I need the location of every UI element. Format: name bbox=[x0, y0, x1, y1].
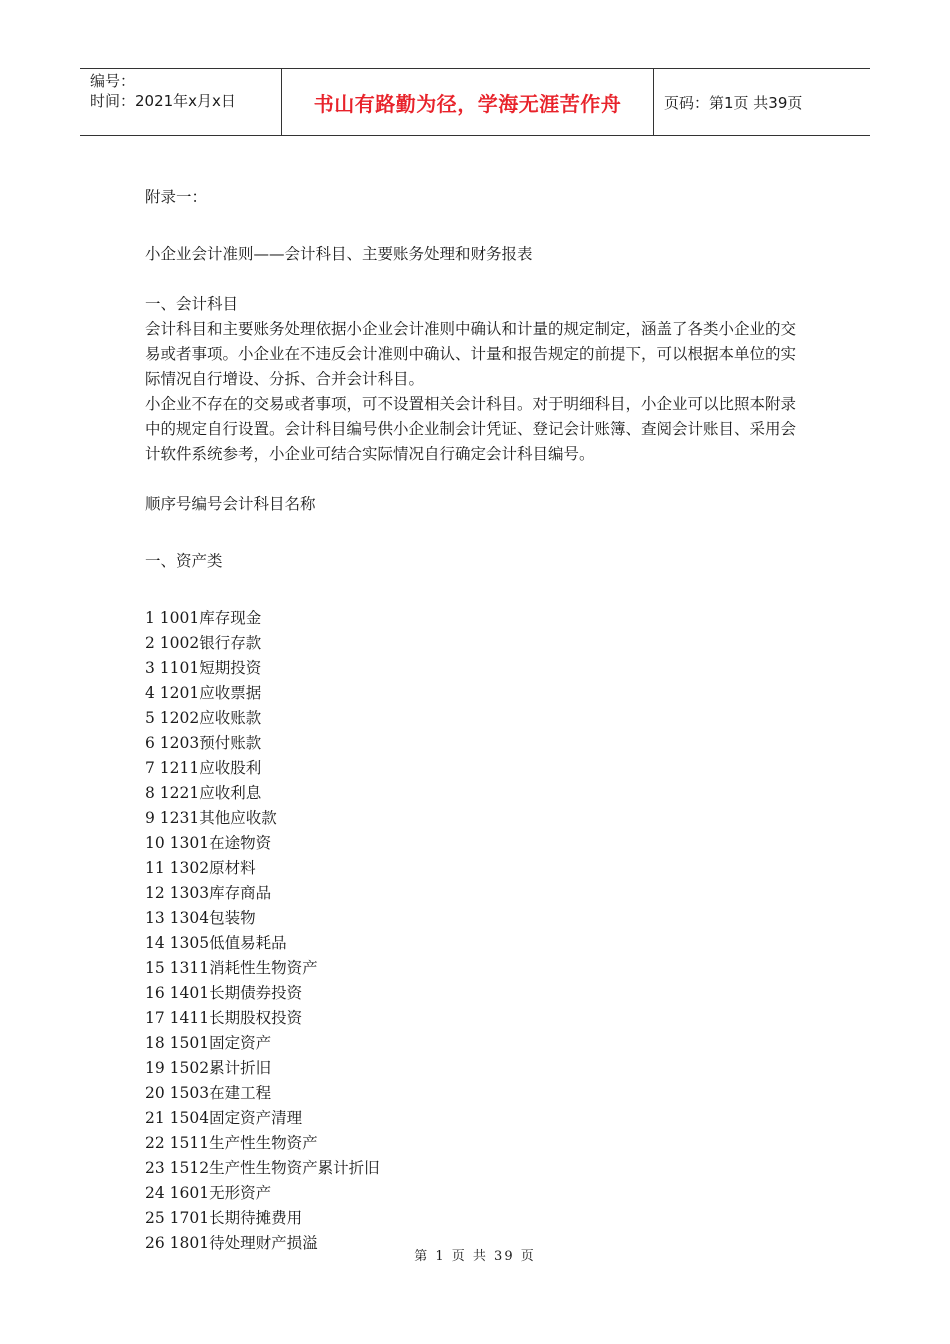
account-item: 6 1203预付账款 bbox=[145, 734, 262, 752]
account-item: 16 1401长期债券投资 bbox=[145, 984, 303, 1002]
page-header bbox=[80, 68, 870, 136]
category-heading: 一、资产类 bbox=[145, 552, 223, 570]
account-item: 10 1301在途物资 bbox=[145, 834, 272, 852]
account-item: 12 1303库存商品 bbox=[145, 884, 272, 902]
paragraph-2: 小企业不存在的交易或者事项，可不设置相关会计科目。对于明细科目，小企业可以比照本附录中的规定自行设置。会计科目编号供小企业制会计凭证、登记会计账簿、查阅会计账目、采用会计软件系统参考，小企业可结合实际情况自行确定会计科目编号。 bbox=[145, 395, 797, 463]
account-item: 14 1305低值易耗品 bbox=[145, 934, 287, 952]
account-item: 9 1231其他应收款 bbox=[145, 809, 277, 827]
account-item: 4 1201应收票据 bbox=[145, 684, 262, 702]
appendix-label: 附录一： bbox=[145, 188, 208, 206]
table-header: 顺序号编号会计科目名称 bbox=[145, 495, 316, 513]
account-item: 1 1001库存现金 bbox=[145, 609, 262, 627]
account-item: 25 1701长期待摊费用 bbox=[145, 1209, 303, 1227]
page-info-text: 页码：第1页 共39页 bbox=[664, 93, 803, 112]
account-item: 13 1304包装物 bbox=[145, 909, 256, 927]
number-label: 编号： bbox=[90, 72, 136, 90]
header-motto-cell bbox=[282, 69, 654, 135]
account-item: 2 1002银行存款 bbox=[145, 634, 262, 652]
account-item: 23 1512生产性生物资产累计折旧 bbox=[145, 1159, 380, 1177]
account-item: 24 1601无形资产 bbox=[145, 1184, 272, 1202]
account-item: 3 1101短期投资 bbox=[145, 659, 262, 677]
document-body bbox=[145, 185, 810, 1256]
footer-page-number: 第 1 页 共 39 页 bbox=[414, 1249, 536, 1264]
account-item: 26 1801待处理财产损溢 bbox=[145, 1234, 318, 1252]
account-item: 20 1503在建工程 bbox=[145, 1084, 272, 1102]
page-footer bbox=[0, 1245, 950, 1264]
account-item: 22 1511生产性生物资产 bbox=[145, 1134, 318, 1152]
account-item: 7 1211应收股利 bbox=[145, 759, 262, 777]
document-title: 小企业会计准则——会计科目、主要账务处理和财务报表 bbox=[145, 245, 533, 263]
account-item: 11 1302原材料 bbox=[145, 859, 256, 877]
account-item: 17 1411长期股权投资 bbox=[145, 1009, 303, 1027]
account-item: 19 1502累计折旧 bbox=[145, 1059, 272, 1077]
paragraph-1: 会计科目和主要账务处理依据小企业会计准则中确认和计量的规定制定，涵盖了各类小企业的交易或者事项。小企业在不违反会计准则中确认、计量和报告规定的前提下，可以根据本单位的实际情况自行增设、分拆、合并会计科目。 bbox=[145, 320, 797, 388]
time-label: 时间：2021年x月x日 bbox=[90, 92, 236, 110]
account-list bbox=[145, 606, 810, 1256]
section-heading: 一、会计科目 bbox=[145, 295, 239, 313]
account-item: 18 1501固定资产 bbox=[145, 1034, 272, 1052]
header-page-info bbox=[654, 69, 870, 135]
account-item: 8 1221应收利息 bbox=[145, 784, 262, 802]
account-item: 15 1311消耗性生物资产 bbox=[145, 959, 318, 977]
motto-text: 书山有路勤为径，学海无涯苦作舟 bbox=[313, 91, 622, 116]
account-item: 5 1202应收账款 bbox=[145, 709, 262, 727]
header-meta bbox=[80, 69, 282, 135]
account-item: 21 1504固定资产清理 bbox=[145, 1109, 303, 1127]
